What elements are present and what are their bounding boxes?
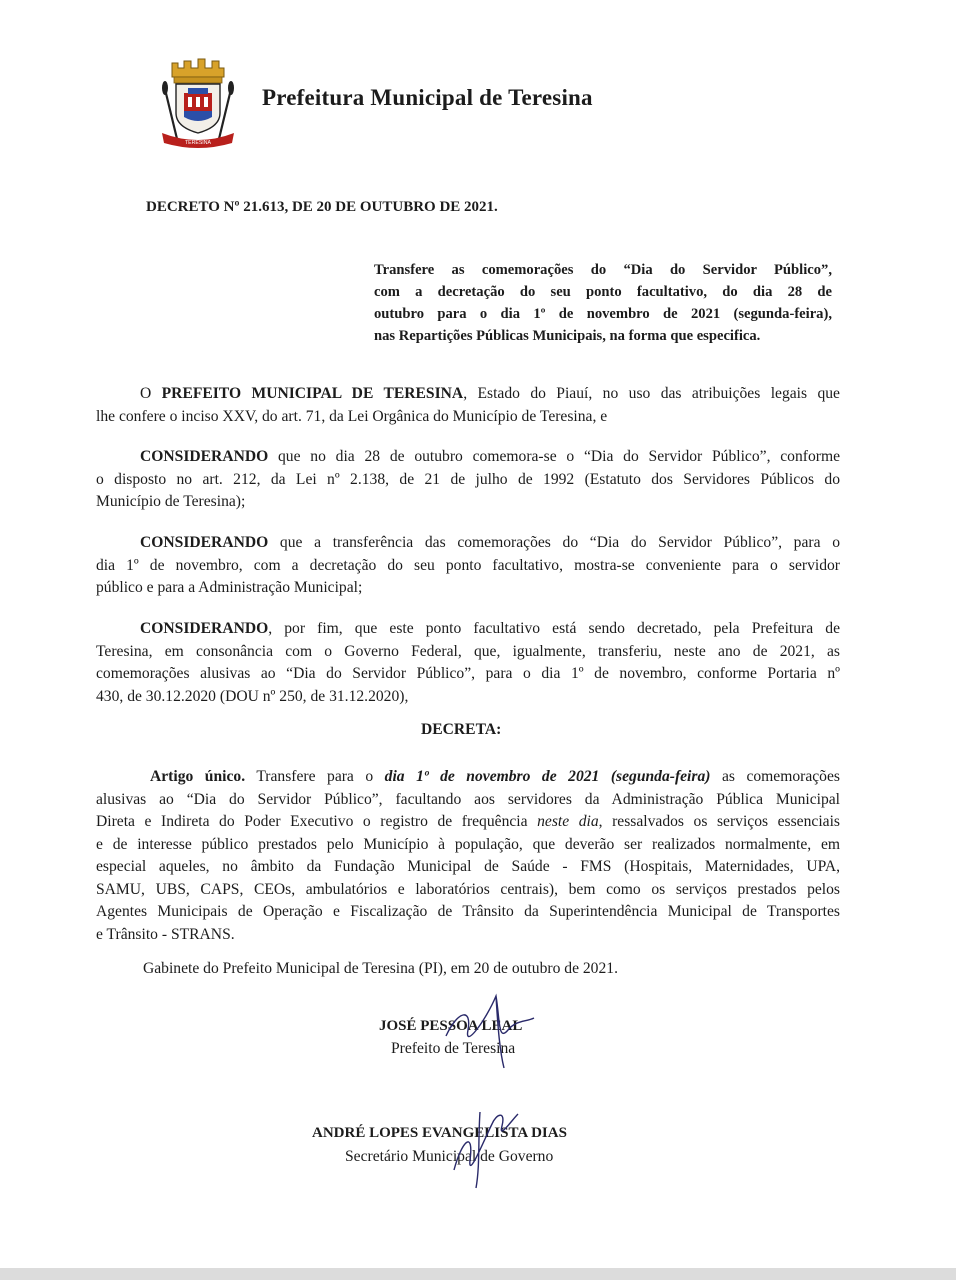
article-text: , ressalvados os serviços essenciais [598, 813, 840, 830]
article-text: SAMU, UBS, CAPS, CEOs, ambulatórios e laboratórios centrais), bem como os serviços prestados pelos [96, 880, 840, 898]
preamble-text: , Estado do Piauí, no uso das atribuições legais que [463, 385, 840, 402]
summary-line: nas Repartições Públicas Municipais, na forma que especifica. [374, 328, 761, 344]
article-text: Direta e Indireta do Poder Executivo o registro de frequência [96, 813, 538, 830]
considerando-text: o disposto no art. 212, da Lei nº 2.138, de 21 de julho de 1992 (Estatuto dos Servidores Públicos do [96, 470, 840, 488]
article-text: e de interesse público prestados pelo Município à população, que deverão ser realizados normalmente, em [96, 835, 840, 853]
article-text: Transfere para o [245, 768, 385, 785]
decree-summary [374, 259, 832, 347]
teresina-coat-of-arms-logo [158, 55, 238, 153]
considerando-text: que a transferência das comemorações do “Dia do Servidor Público”, para o [268, 534, 840, 551]
signatory-role: Secretário Municipal de Governo [345, 1148, 554, 1165]
considerando-label: CONSIDERANDO [140, 448, 269, 465]
considerando-text: Município de Teresina); [96, 493, 246, 510]
article-label: Artigo único. [150, 768, 246, 785]
signatory-name: JOSÉ PESSOA LEAL [379, 1018, 523, 1034]
considerando-text: Teresina, em consonância com o Governo Federal, que, igualmente, transferiu, neste ano de 2021, as [96, 642, 840, 660]
considerando-label: CONSIDERANDO [140, 534, 269, 551]
considerando-text: comemorações alusivas ao “Dia do Servidor Público”, para o dia 1º de novembro, conforme Portaria nº [96, 665, 840, 682]
considerando-paragraph-3 [96, 618, 840, 708]
preamble-lead: O [140, 385, 162, 402]
decreta-heading: DECRETA: [421, 721, 502, 738]
article-text: alusivas ao “Dia do Servidor Público”, facultando aos servidores da Administração Pública Municipal [96, 790, 840, 808]
summary-line: outubro para o dia 1º de novembro de 2021 (segunda-feira), [374, 306, 832, 322]
crest-banner-text: TERESINA [185, 140, 211, 146]
considerando-paragraph-2 [96, 532, 840, 600]
handwritten-signature [440, 1100, 540, 1190]
article-emphasis: neste dia [537, 813, 599, 830]
considerando-label: CONSIDERANDO [140, 620, 269, 637]
article-text: as comemorações [710, 768, 840, 785]
closing-statement: Gabinete do Prefeito Municipal de Teresina (PI), em 20 de outubro de 2021. [143, 960, 618, 977]
handwritten-signature [438, 990, 548, 1070]
article-text: Agentes Municipais de Operação e Fiscalização de Trânsito da Superintendência Municipal de Transportes [96, 903, 840, 920]
article-text: especial aqueles, no âmbito da Fundação Municipal de Saúde - FMS (Hospitais, Maternidades, UPA, [96, 858, 840, 875]
considerando-text: que no dia 28 de outubro comemora-se o “Dia do Servidor Público”, conforme [268, 448, 840, 465]
considerando-text: público e para a Administração Municipal; [96, 579, 363, 596]
preamble-paragraph [96, 383, 840, 428]
summary-line: com a decretação do seu ponto facultativo, do dia 28 de [374, 284, 832, 300]
organization-name: Prefeitura Municipal de Teresina [262, 85, 593, 110]
preamble-text: lhe confere o inciso XXV, do art. 71, da Lei Orgânica do Município de Teresina, e [96, 407, 608, 425]
signatory-role: Prefeito de Teresina [391, 1040, 516, 1057]
considerando-text: , por fim, que este ponto facultativo está sendo decretado, pela Prefeitura de [268, 620, 840, 637]
considerando-text: 430, de 30.12.2020 (DOU nº 250, de 31.12.2020), [96, 687, 409, 705]
article-text: e Trânsito - STRANS. [96, 925, 235, 943]
article-paragraph [96, 766, 840, 946]
article-emphasis: dia 1º de novembro de 2021 (segunda-feira) [384, 768, 711, 785]
considerando-text: dia 1º de novembro, com a decretação do seu ponto facultativo, mostra-se conveniente para o servidor [96, 556, 840, 574]
summary-line: Transfere as comemorações do “Dia do Servidor Público”, [374, 262, 832, 278]
considerando-paragraph-1 [96, 446, 840, 514]
decree-title: DECRETO Nº 21.613, DE 20 DE OUTUBRO DE 2021. [146, 199, 498, 215]
preamble-bold: PREFEITO MUNICIPAL DE TERESINA [161, 385, 464, 402]
scan-bottom-edge [0, 1268, 956, 1280]
signatory-name: ANDRÉ LOPES EVANGELISTA DIAS [312, 1125, 567, 1141]
